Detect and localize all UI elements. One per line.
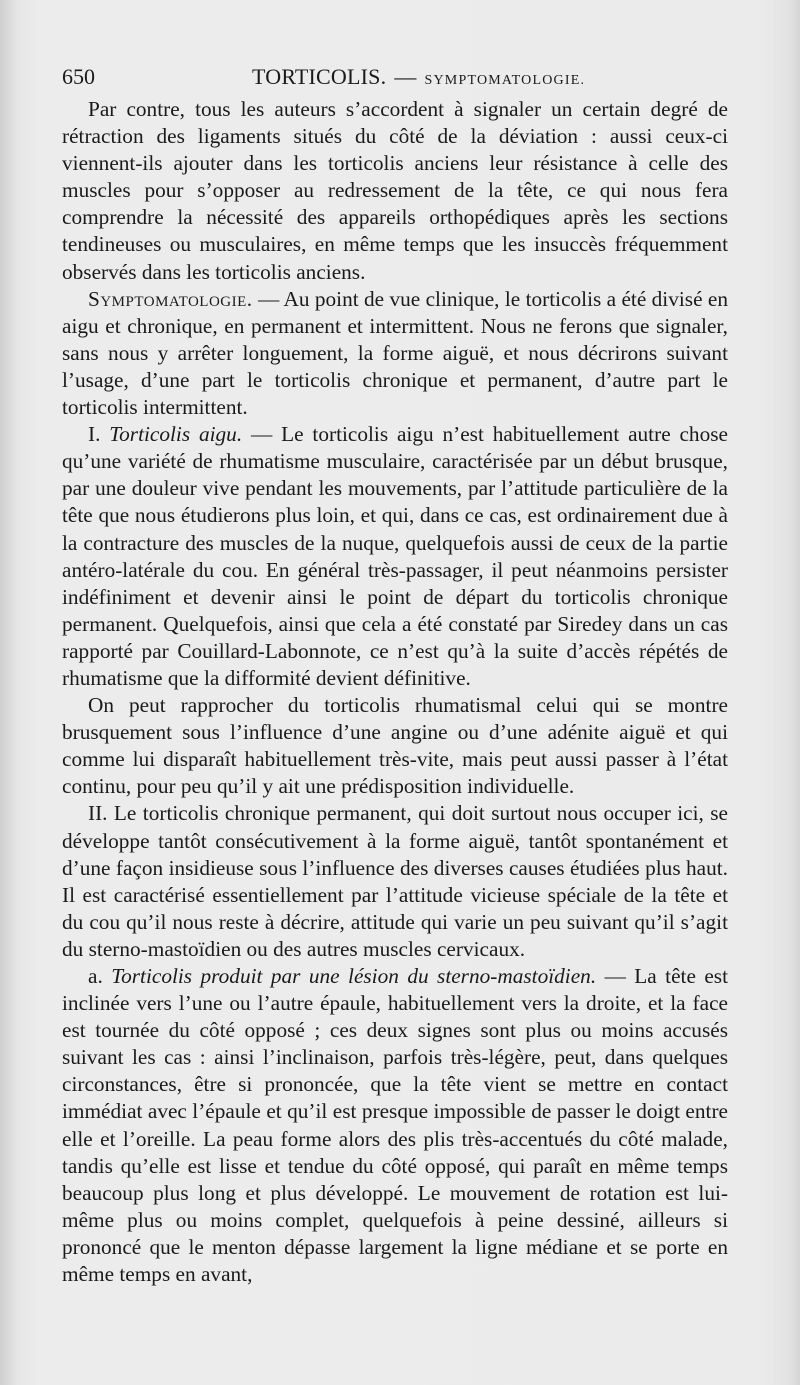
paragraph-retraction: Par contre, tous les auteurs s’accordent à signaler un certain degré de rétraction des ligaments situés du côté de la déviation : aussi ceux-ci viennent-ils ajouter dans les torticolis anciens leur résistance à celle des muscles pour s’opposer au redressement de la tête, ce qui nous fera comprendre la nécessité des appareils orthopédiques après les sections tendineuses ou musculaires, en même temps que les insuccès fréquemment observés dans les torticolis anciens. xyxy=(62,97,728,284)
item-number: I. xyxy=(88,422,110,447)
paragraph-symptomatologie xyxy=(62,286,728,421)
page-body xyxy=(62,96,728,1288)
page-number: 650 xyxy=(62,64,95,89)
paragraph-text: — La tête est inclinée vers l’une ou l’autre épaule, habituellement vers la droite, et la face est tournée du côté opposé ; ces deux signes sont plus ou moins accusés suivant les cas : ainsi l’inclinaison, parfois très-légère, peut, dans quelques circonstances, être si prononcée, que la tête vient se mettre en contact immédiat avec l’épaule et qu’il est presque impossible de passer le doigt entre elle et l’oreille. La peau forme alors des plis très-accentués du côté malade, tandis qu’elle est lisse et tendue du côté opposé, qui paraît en même temps beaucoup plus long et plus développé. Le mouvement de rotation est lui-même plus ou moins complet, quelquefois à peine dessiné, ailleurs si prononcé que le menton dépasse largement la ligne médiane et se porte en même temps en avant, xyxy=(62,964,728,1287)
item-letter: a. xyxy=(88,964,112,988)
paragraph-torticolis-aigu xyxy=(62,421,728,692)
section-heading: Symptomatologie. xyxy=(88,286,253,311)
running-title xyxy=(252,62,585,96)
paragraph-text: — Le torticolis aigu n’est habituellement autre chose qu’une variété de rhumatisme musculaire, caractérisée par un début brusque, par une douleur vive pendant les mouvements, par l’attitude particulière de la tête que nous étudierons plus loin, et qui, dans ce cas, est ordinairement due à la contracture des muscles de la nuque, quelquefois aussi de ceux de la partie antéro-latérale du cou. En général très-passager, il peut néanmoins persister indéfiniment et devenir ainsi le point de départ du torticolis chronique permanent. Quelquefois, ainsi que cela a été constaté par Siredey dans un cas rapporté par Couillard-Labonnote, ce n’est qu’à la suite d’accès répétés de rhumatisme que la difformité devient définitive. xyxy=(62,422,728,690)
section-title: SYMPTOMATOLOGIE. xyxy=(424,73,586,88)
paragraph-rhumatismal: On peut rapprocher du torticolis rhumatismal celui qui se montre brusquement sous l’influence d’une angine ou d’une adénite aiguë et qui comme lui disparaît habituellement très-vite, mais peut aussi passer à l’état continu, pour peu qu’il y ait une prédisposition individuelle. xyxy=(62,693,728,799)
chapter-title: TORTICOLIS. xyxy=(252,64,387,89)
running-header xyxy=(62,62,734,92)
paragraph-text: — Au point de vue clinique, le torticolis a été divisé en aigu et chronique, en permanent et intermittent. Nous ne ferons que signaler, sans nous y arrêter longuement, la forme aiguë, et nous décrirons suivant l’usage, d’une part le torticolis chronique et permanent, d’autre part le torticolis intermittent. xyxy=(62,286,728,420)
title-dash: — xyxy=(394,64,417,89)
paragraph-chronique-permanent: II. Le torticolis chronique permanent, qui doit surtout nous occuper ici, se développe tantôt consécutivement à la forme aiguë, tantôt spontanément et d’une façon insidieuse sous l’influence des diverses causes étudiées plus haut. Il est caractérisé essentiellement par l’attitude vicieuse spéciale de la tête et du cou qu’il nous reste à décrire, attitude qui varie un peu suivant qu’il s’agit du sterno-mastoïdien ou des autres muscles cervicaux. xyxy=(62,801,728,961)
subsection-heading: Torticolis produit par une lésion du sterno-mastoïdien. xyxy=(111,964,597,988)
paragraph-sterno-mastoidien xyxy=(62,963,728,1288)
subsection-heading: Torticolis aigu. xyxy=(109,422,243,447)
